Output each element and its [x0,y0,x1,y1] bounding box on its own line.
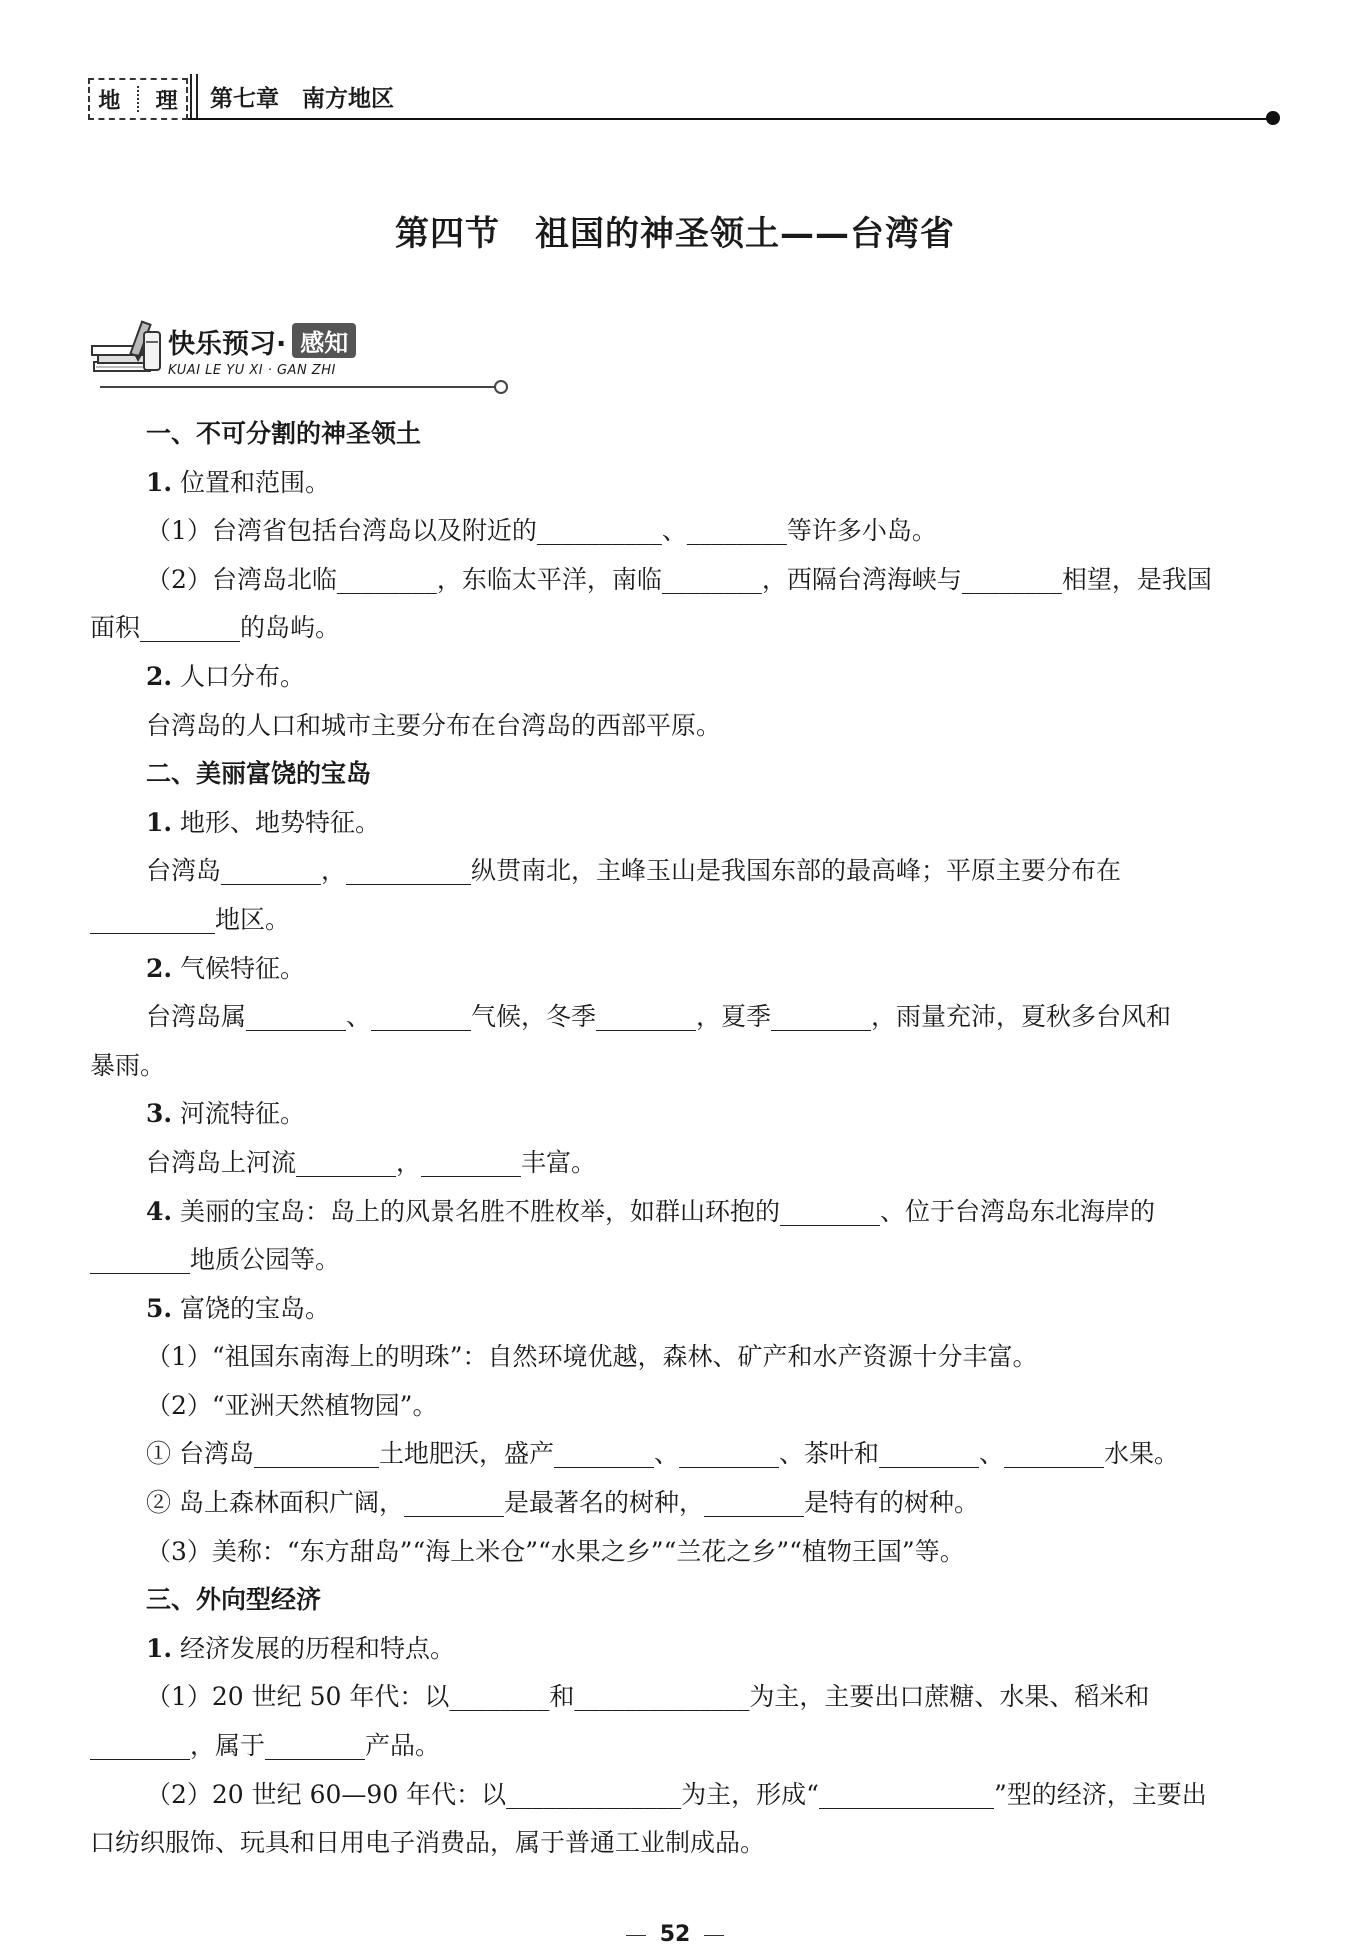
line-text: （2）“亚洲天然植物园”。 [146,1390,438,1420]
text-line [90,1285,1268,1334]
footer-dash [704,1935,724,1936]
text-line [90,1382,1268,1431]
section-badge [88,318,428,390]
footer-dash [626,1935,646,1936]
badge-pinyin: KUAI LE YU XI · GAN ZHI [168,363,336,378]
page-footer [0,1922,1350,1947]
item-number: 2. [146,661,173,691]
header-rule [188,118,1273,120]
books-pencil-icon [88,318,168,388]
badge-title-text: 快乐预习· [168,329,287,360]
badge-underline [100,386,498,388]
text-line [90,459,1268,508]
line-text: 河流特征。 [172,1099,306,1129]
badge-title [168,322,356,361]
page-number: 52 [659,1922,691,1947]
header-divider [196,74,198,118]
line-text: 面积________的岛屿。 [90,613,341,643]
text-line [90,1819,1268,1868]
line-text: 台湾岛的人口和城市主要分布在台湾岛的西部平原。 [146,710,722,740]
text-line [90,702,1268,751]
line-text: 台湾岛上河流________，________丰富。 [146,1147,597,1177]
text-line [90,1188,1268,1237]
line-text: 地形、地势特征。 [172,807,381,837]
line-text: ________地质公园等。 [90,1245,341,1275]
line-text: 一、不可分割的神圣领土 [146,419,422,448]
text-line [90,604,1268,653]
line-text: ② 岛上森林面积广阔，________是最著名的树种，________是特有的树种。 [146,1488,979,1518]
text-line [90,945,1268,994]
line-text: 三、外向型经济 [146,1585,322,1615]
line-text: 人口分布。 [172,661,306,691]
line-text: 美丽的宝岛：岛上的风景名胜不胜枚举，如群山环抱的________、位于台湾岛东北海岸的 [172,1196,1156,1226]
badge-underline-end [494,380,508,394]
subject-label [88,78,188,120]
item-number: 5. [146,1293,173,1323]
text-line [90,1771,1268,1820]
line-text: ① 台湾岛__________土地肥沃，盛产________、________、茶叶和________、________水果。 [146,1439,1179,1469]
section-title: 第四节 祖国的神圣领土——台湾省 [395,214,955,254]
header-divider [190,74,192,118]
text-line [90,1236,1268,1285]
line-text: （3）美称：“东方甜岛”“海上米仓”“水果之乡”“兰花之乡”“植物王国”等。 [146,1536,965,1566]
chapter-title: 第七章 南方地区 [210,85,394,112]
item-number: 1. [146,1633,173,1663]
badge-tag: 感知 [292,323,356,358]
line-text: 经济发展的历程和特点。 [172,1633,456,1663]
text-line [90,1090,1268,1139]
worksheet-body [90,410,1268,1868]
text-line [90,1673,1268,1722]
subject-char: 地 [98,88,121,114]
text-line [90,556,1268,605]
header-rule-end-dot [1266,111,1280,125]
line-text: ________，属于________产品。 [90,1731,441,1761]
text-line [90,1430,1268,1479]
text-line [90,1139,1268,1188]
text-line [90,1042,1268,1091]
text-line [90,1722,1268,1771]
line-text: 暴雨。 [90,1050,166,1080]
text-line [90,993,1268,1042]
text-line [90,1528,1268,1577]
line-text: （1）台湾省包括台湾岛以及附近的__________、________等许多小岛。 [146,516,937,546]
line-text: （2）20 世纪 60—90 年代：以______________为主，形成“______________”型的经济，主要出 [146,1779,1207,1809]
line-text: 口纺织服饰、玩具和日用电子消费品，属于普通工业制成品。 [90,1828,766,1858]
section-heading [90,750,1268,799]
item-number: 2. [146,953,173,983]
page-header [88,74,1288,120]
text-line [90,847,1268,896]
text-line [90,653,1268,702]
line-text: 位置和范围。 [172,467,331,497]
line-text: （1）20 世纪 50 年代：以________和______________为主，主要出口蔗糖、水果、稻米和 [146,1682,1150,1712]
text-line [90,1625,1268,1674]
line-text: 台湾岛________，__________纵贯南北，主峰玉山是我国东部的最高峰；平原主要分布在 [146,856,1122,886]
section-heading [90,1576,1268,1625]
item-number: 1. [146,467,173,497]
section-heading [90,410,1268,459]
item-number: 1. [146,807,173,837]
text-line [90,507,1268,556]
subject-char: 理 [155,88,178,114]
text-line [90,1333,1268,1382]
text-line [90,1479,1268,1528]
subject-divider [137,86,139,112]
item-number: 4. [146,1196,173,1226]
line-text: 二、美丽富饶的宝岛 [146,759,372,789]
item-number: 3. [146,1099,173,1129]
text-line [90,799,1268,848]
text-line [90,896,1268,945]
line-text: 气候特征。 [172,953,306,983]
line-text: 富饶的宝岛。 [172,1293,331,1323]
line-text: （1）“祖国东南海上的明珠”：自然环境优越，森林、矿产和水产资源十分丰富。 [146,1342,1038,1372]
line-text: 台湾岛属________、________气候，冬季________，夏季________，雨量充沛，夏秋多台风和 [146,1002,1172,1032]
line-text: __________地区。 [90,904,291,934]
line-text: （2）台湾岛北临________，东临太平洋，南临________，西隔台湾海峡与________相望，是我国 [146,564,1212,594]
